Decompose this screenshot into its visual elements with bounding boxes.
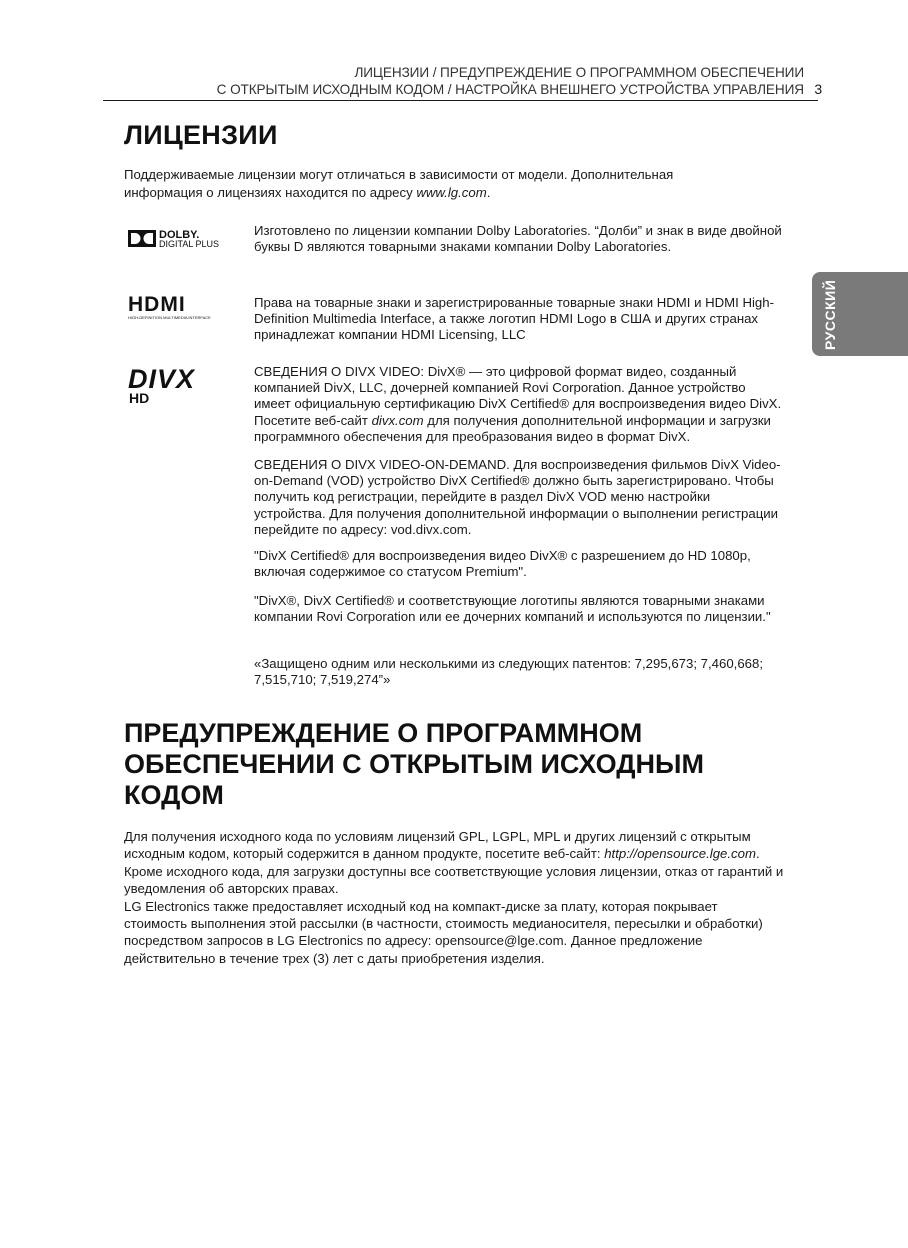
page-header bbox=[216, 64, 822, 98]
hdmi-logo-word: HDMI bbox=[128, 294, 186, 316]
divx-website-link: divx.com bbox=[371, 412, 424, 428]
divx-trademark-text: "DivX®, DivX Certified® и соответствующие логотипы являются товарными знаками компании Rovi Corporation или ее дочерних компаний и используются по лицензии." bbox=[254, 593, 771, 625]
divx-logo-word: DIVX bbox=[128, 366, 196, 394]
open-source-p1-start: Для получения исходного кода по условиям лицензий GPL, LGPL, MPL и других лицензий с открытым исходным кодом, который содержится в данном продукте, посетите веб-сайт: bbox=[124, 829, 751, 862]
open-source-title: ПРЕДУПРЕЖДЕНИЕ О ПРОГРАММНОМ ОБЕСПЕЧЕНИИ С ОТКРЫТЫМ ИСХОДНЫМ КОДОМ bbox=[124, 718, 704, 810]
dolby-digital-plus-logo bbox=[128, 227, 238, 249]
dolby-license-text: Изготовлено по лицензии компании Dolby Laboratories. “Долби” и знак в виде двойной буквы D являются товарными знаками компании Dolby Laboratories. bbox=[254, 223, 782, 255]
divx-video-text-end: для получения дополнительной информации и загрузки программного обеспечения для преобразования видео в формат DivX. bbox=[254, 412, 771, 444]
open-source-paragraph-1 bbox=[124, 828, 784, 898]
language-tab bbox=[812, 272, 908, 356]
language-tab-label: РУССКИЙ bbox=[822, 279, 838, 350]
dolby-logo-word: DOLBY. bbox=[159, 229, 200, 241]
open-source-p1-end: . Кроме исходного кода, для загрузки доступны все соответствующие условия лицензии, отказ от гарантий и уведомления об авторских правах. bbox=[124, 846, 784, 897]
divx-video-text bbox=[254, 364, 784, 445]
header-line-1: ЛИЦЕНЗИИ / ПРЕДУПРЕЖДЕНИЕ О ПРОГРАММНОМ ОБЕСПЕЧЕНИИ bbox=[354, 65, 804, 80]
lg-website-link: www.lg.com bbox=[416, 185, 487, 200]
licenses-intro bbox=[124, 166, 724, 202]
licenses-intro-end: . bbox=[486, 185, 491, 200]
page-number: 3 bbox=[814, 81, 822, 97]
header-divider bbox=[103, 100, 818, 101]
hdmi-logo bbox=[128, 294, 226, 320]
dolby-logo-sub: DIGITAL PLUS bbox=[159, 239, 220, 249]
divx-logo-sub: HD bbox=[129, 390, 150, 404]
open-source-paragraph-2: LG Electronics также предоставляет исходный код на компакт-диске за плату, которая покрывает стоимость выполнения этой рассылки (в частности, стоимость медианосителя, пересылки и обработки) посредством запросов в LG Electronics по адресу: opensource@lge.com. Данное предложение действительно в течение трех (3) лет с даты приобретения изделия. bbox=[124, 898, 763, 966]
divx-video-text-start: СВЕДЕНИЯ О DIVX VIDEO: DivX® — это цифровой формат видео, созданный компанией DivX, LLC, дочерней компанией Rovi Corporation. Данное устройство имеет официальную сертификацию DivX Certified® для воспроизведения видео DivX. Посетите веб-сайт bbox=[254, 364, 782, 428]
divx-patents-text: «Защищено одним или несколькими из следующих патентов: 7,295,673; 7,460,668; 7,515,710; 7,519,274”» bbox=[254, 656, 763, 688]
licenses-intro-text: Поддерживаемые лицензии могут отличаться в зависимости от модели. Дополнительная информация о лицензиях находится по адресу bbox=[124, 167, 674, 200]
licenses-title: ЛИЦЕНЗИИ bbox=[124, 120, 278, 150]
divx-certified-text: "DivX Certified® для воспроизведения видео DivX® с разрешением до HD 1080p, включая содержимое со статусом Premium". bbox=[254, 548, 751, 580]
opensource-lge-link: http://opensource.lge.com bbox=[604, 846, 756, 862]
divx-hd-logo bbox=[128, 366, 233, 404]
open-source-body bbox=[124, 828, 784, 967]
divx-vod-text: СВЕДЕНИЯ О DIVX VIDEO-ON-DEMAND. Для воспроизведения фильмов DivX Video-on-Demand (VOD) устройство DivX Certified® должно быть зарегистрировано. Чтобы получить код регистрации, перейдите в раздел DivX VOD меню настройки устройства. Для получения дополнительной информации о выполнении регистрации перейдите по адресу: vod.divx.com. bbox=[254, 457, 781, 537]
header-line-2: С ОТКРЫТЫМ ИСХОДНЫМ КОДОМ / НАСТРОЙКА ВНЕШНЕГО УСТРОЙСТВА УПРАВЛЕНИЯ bbox=[216, 82, 804, 97]
hdmi-logo-sub: HIGH-DEFINITION MULTIMEDIA INTERFACE bbox=[128, 315, 211, 320]
hdmi-license-text: Права на товарные знаки и зарегистрированные товарные знаки HDMI и HDMI High-Definition Multimedia Interface, а также логотип HDMI Logo в США и других странах принадлежат компании HDMI Licensing, LLC bbox=[254, 295, 774, 343]
